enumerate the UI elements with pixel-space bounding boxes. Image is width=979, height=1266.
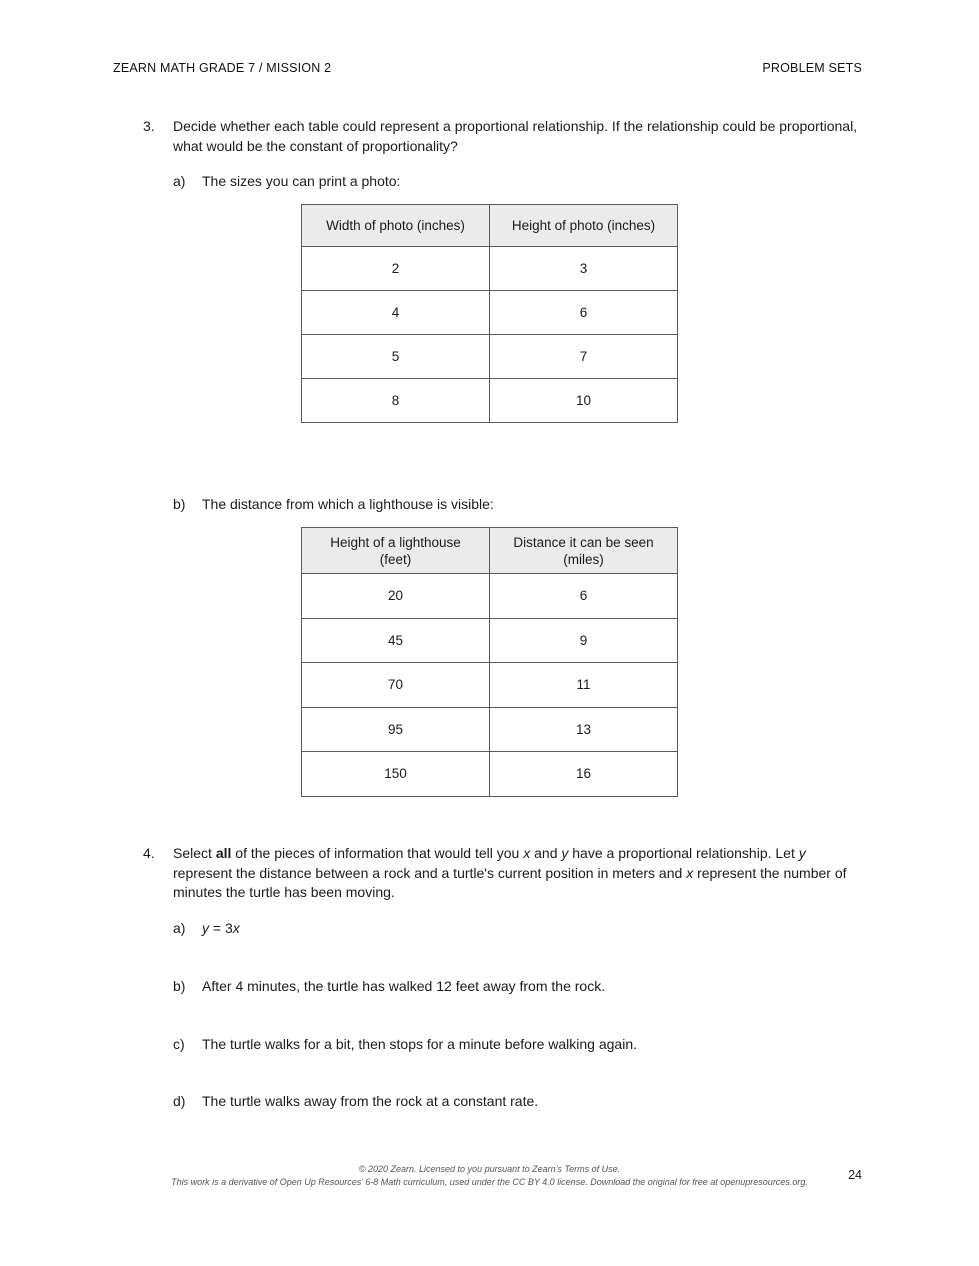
table-row [302,618,678,663]
problem-3-part-a [173,172,862,192]
page-number: 24 [848,1168,862,1182]
table-row [302,707,678,752]
lighthouse-table [301,527,678,797]
option-c-label: c) [173,1036,185,1052]
page-header [113,61,862,75]
header-line: (feet) [379,551,412,567]
header-line: Height of photo (inches) [511,218,656,233]
option-a-label: a) [173,920,186,936]
text-segment-bold: all [215,845,232,861]
variable-x: x [686,864,694,881]
problem-4-option-b [173,977,872,997]
table-cell: 95 [302,707,490,752]
header-left-title: ZEARN MATH GRADE 7 / MISSION 2 [113,61,332,75]
problem-4-option-a [173,919,872,939]
table-cell: 8 [302,379,490,423]
table-cell: 11 [490,663,678,708]
equation-segment: = 3 [209,920,233,936]
problem-4-number: 4. [143,845,155,861]
header-line: (miles) [563,551,604,567]
photo-width-header-cell [302,205,490,247]
variable-x: x [232,920,240,936]
variable-x: x [523,845,531,861]
problem-4-text [173,844,865,903]
table-cell: 20 [302,574,490,619]
text-segment: have a proportional relationship. Let [568,845,799,861]
option-a-equation [202,919,872,939]
table-cell: 2 [302,247,490,291]
header-right-title: PROBLEM SETS [762,61,862,75]
photo-sizes-table [301,204,678,423]
option-d-label: d) [173,1093,186,1109]
header-line: Width of photo (inches) [326,218,465,233]
footer-line-2: This work is a derivative of Open Up Resources’ 6-8 Math curriculum, used under the CC BY 4.0 license. Download the original for free at openupresources.org. [171,1177,808,1187]
text-segment: Select [173,845,216,861]
table-row [302,291,678,335]
problem-3-number: 3. [143,118,155,134]
part-a-label: a) [173,173,186,189]
problem-4-option-d [173,1092,872,1112]
table-cell: 3 [490,247,678,291]
variable-y: y [202,920,209,936]
table-row [302,335,678,379]
problem-4 [143,844,865,903]
variable-y: y [798,845,806,861]
table-cell: 5 [302,335,490,379]
lighthouse-height-header-cell [302,528,490,574]
table-header-row [302,205,678,247]
table-cell: 10 [490,379,678,423]
table-row [302,663,678,708]
table-cell: 150 [302,752,490,797]
footer-line-1: © 2020 Zearn. Licensed to you pursuant to Zearn’s Terms of Use. [358,1164,621,1174]
table-cell: 7 [490,335,678,379]
part-b-text: The distance from which a lighthouse is visible: [202,496,494,512]
header-line: Height of a lighthouse [330,534,461,550]
text-segment: represent the number of minutes the turtle has been moving. [173,864,847,900]
problem-3-part-b [173,495,862,515]
option-d-text: The turtle walks away from the rock at a constant rate. [202,1093,539,1109]
problem-4-option-c [173,1035,872,1055]
distance-seen-header-cell [490,528,678,574]
text-segment: represent the distance between a rock and a turtle's current position in meters and [173,864,687,881]
page-footer [0,1163,979,1189]
option-b-label: b) [173,978,186,994]
text-segment: of the pieces of information that would tell you [231,845,524,861]
table-header-row [302,528,678,574]
table-row [302,574,678,619]
variable-y: y [561,845,569,861]
part-a-text: The sizes you can print a photo: [202,173,401,189]
table-row [302,247,678,291]
table-cell: 45 [302,618,490,663]
option-c-text: The turtle walks for a bit, then stops for a minute before walking again. [202,1036,638,1052]
table-cell: 4 [302,291,490,335]
part-b-label: b) [173,496,186,512]
table-cell: 16 [490,752,678,797]
table-cell: 6 [490,291,678,335]
table-row [302,379,678,423]
table-row [302,752,678,797]
header-line: Distance it can be seen [513,534,654,550]
photo-height-header-cell [490,205,678,247]
problem-3 [143,117,865,156]
table-cell: 6 [490,574,678,619]
option-b-text: After 4 minutes, the turtle has walked 12 feet away from the rock. [202,978,606,994]
table-cell: 9 [490,618,678,663]
table-cell: 70 [302,663,490,708]
table-cell: 13 [490,707,678,752]
problem-3-text: Decide whether each table could represent a proportional relationship. If the relationship could be proportional, what would be the constant of proportionality? [173,118,858,154]
text-segment: and [530,845,562,861]
